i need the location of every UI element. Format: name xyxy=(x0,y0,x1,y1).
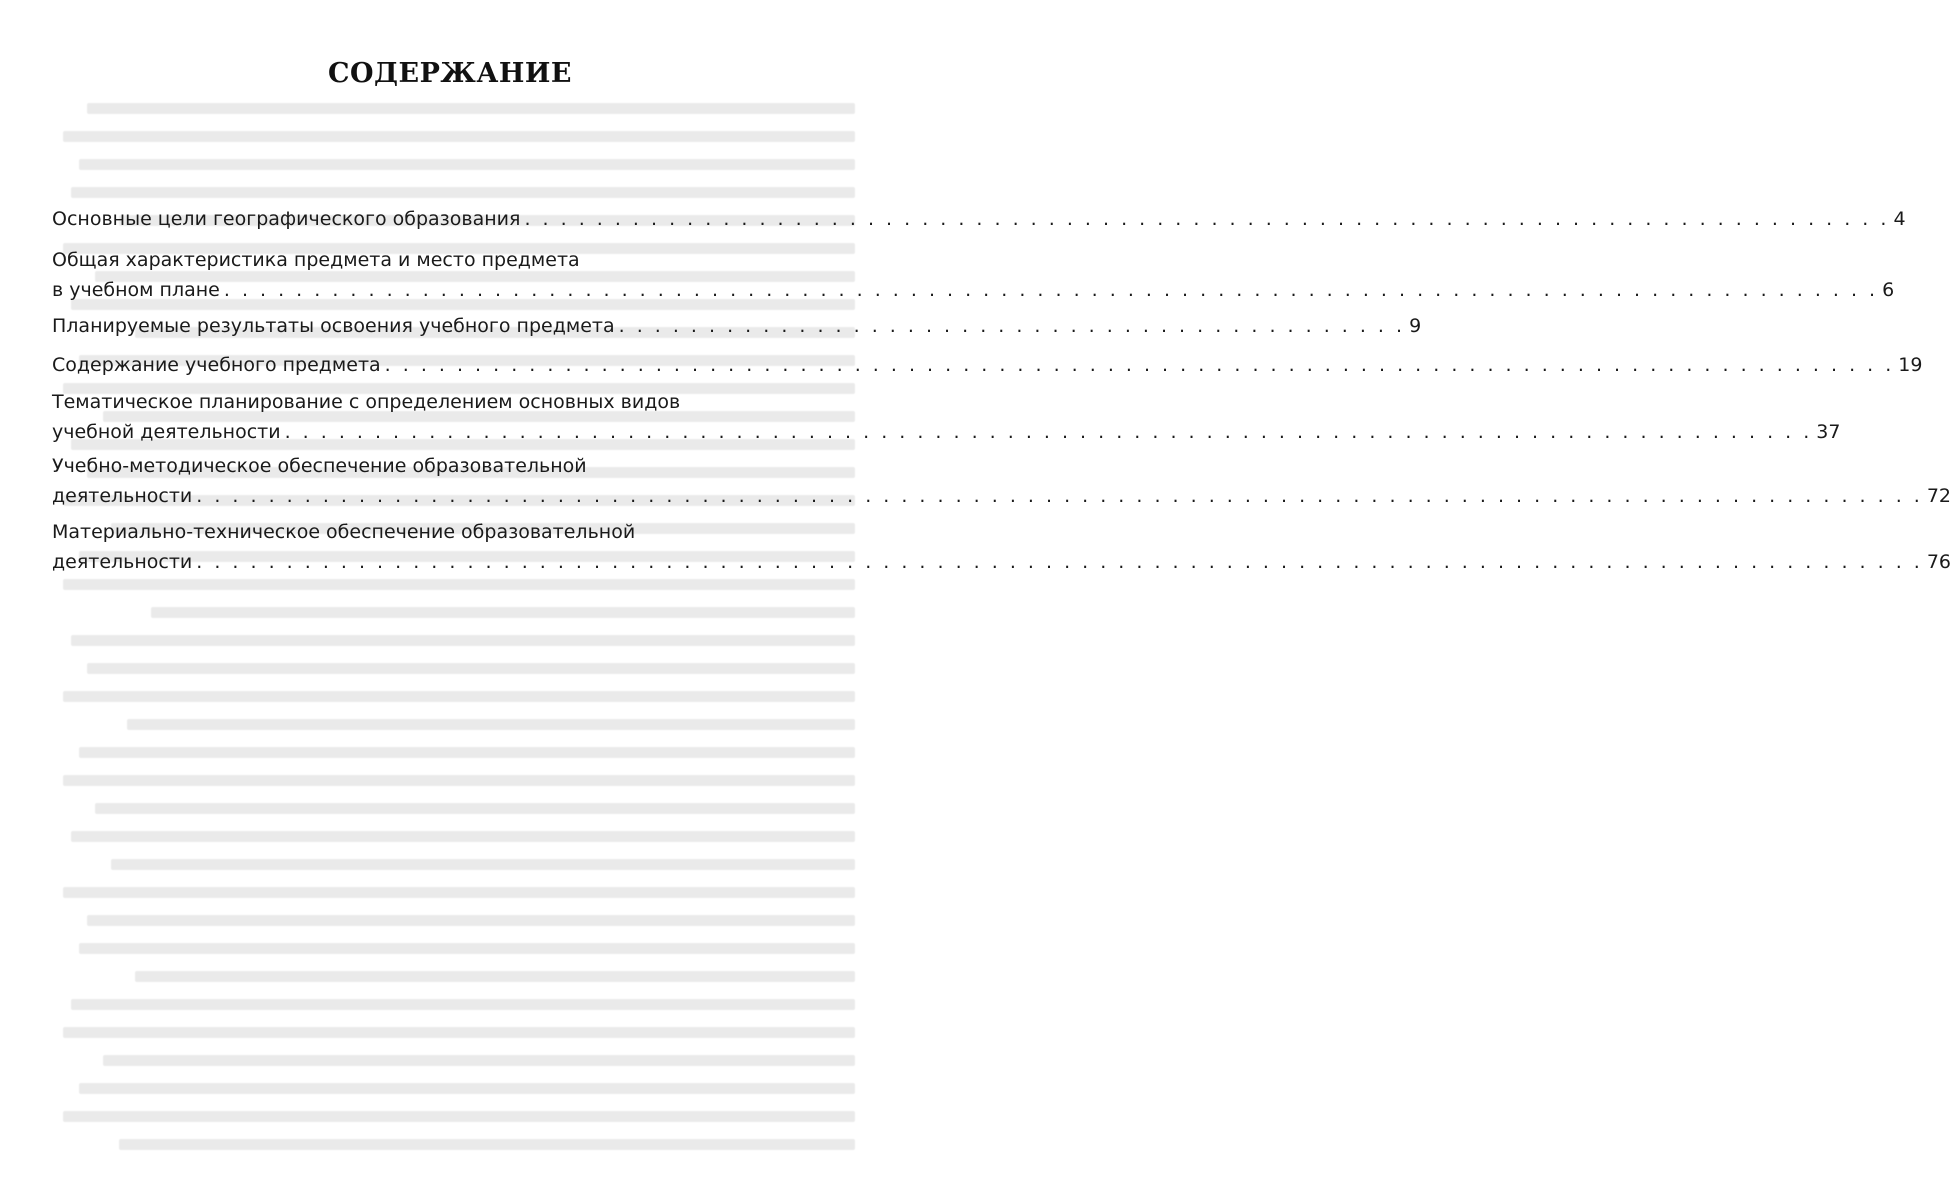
toc-entry-label: Планируемые результаты освоения учебного предмета xyxy=(52,315,615,337)
toc-entry-label: Основные цели географического образования xyxy=(52,208,521,230)
toc-entry-line1: Учебно-методическое обеспечение образовательной xyxy=(52,455,587,477)
toc-page-number: 19 xyxy=(1898,354,1923,376)
toc-page-number: 72 xyxy=(1926,485,1951,507)
toc-entry-line1: Тематическое планирование с определением основных видов xyxy=(52,391,681,413)
toc-entry-line1: Материально-техническое обеспечение образовательной xyxy=(52,521,636,543)
toc-entry[interactable] xyxy=(52,245,1895,305)
toc-entry-label: деятельности xyxy=(52,551,193,573)
toc-entry-label: учебной деятельности xyxy=(52,421,281,443)
toc-entry-label: Содержание учебного предмета xyxy=(52,354,381,376)
toc-entry[interactable] xyxy=(52,311,1422,341)
toc-page-number: 4 xyxy=(1893,208,1906,230)
toc-leader-dots: . . . . . . . . . . . . . . . . . . . . . . . . . . . . . . . . . . . . . . . . . . . . . . . . . . . . . . . . . . . . . . . . . . . . . . . . . . . . . . . . . . . . . . . . . . . . . . . . xyxy=(196,551,1923,573)
toc-leader-dots: . . . . . . . . . . . . . . . . . . . . . . . . . . . . . . . . . . . . . . . . . . . . . . . . . . . . . . . . . . . . . . . . . . . . . . . . . . . . xyxy=(524,208,1890,230)
toc-page-number: 76 xyxy=(1926,551,1951,573)
page-title: СОДЕРЖАНИЕ xyxy=(328,58,572,89)
toc-entry[interactable] xyxy=(52,517,1951,577)
toc-entry-label: в учебном плане xyxy=(52,279,220,301)
toc-leader-dots: . . . . . . . . . . . . . . . . . . . . . . . . . . . . . . . . . . . . . . . . . . . . xyxy=(618,315,1406,337)
toc-page-number: 37 xyxy=(1816,421,1841,443)
toc-page-number: 6 xyxy=(1882,279,1895,301)
toc-page-number: 9 xyxy=(1409,315,1422,337)
toc-entry[interactable] xyxy=(52,451,1951,511)
toc-entry[interactable] xyxy=(52,350,1923,380)
toc-entry-line1: Общая характеристика предмета и место предмета xyxy=(52,249,580,271)
toc-entry[interactable] xyxy=(52,387,1841,447)
toc-leader-dots: . . . . . . . . . . . . . . . . . . . . . . . . . . . . . . . . . . . . . . . . . . . . . . . . . . . . . . . . . . . . . . . . . . . . . . . . . . . . . . . . . . . . . xyxy=(284,421,1813,443)
toc-leader-dots: . . . . . . . . . . . . . . . . . . . . . . . . . . . . . . . . . . . . . . . . . . . . . . . . . . . . . . . . . . . . . . . . . . . . . . . . . . . . . . . . . . . . . . . . . . . . xyxy=(223,279,1879,301)
toc-entry-label: деятельности xyxy=(52,485,193,507)
toc-entry[interactable] xyxy=(52,204,1906,234)
toc-leader-dots: . . . . . . . . . . . . . . . . . . . . . . . . . . . . . . . . . . . . . . . . . . . . . . . . . . . . . . . . . . . . . . . . . . . . . . . . . . . . . . . . . . . . . . . . . . . . . . . . xyxy=(196,485,1923,507)
toc-leader-dots: . . . . . . . . . . . . . . . . . . . . . . . . . . . . . . . . . . . . . . . . . . . . . . . . . . . . . . . . . . . . . . . . . . . . . . . . . . . . . . . . . . . . xyxy=(384,354,1895,376)
